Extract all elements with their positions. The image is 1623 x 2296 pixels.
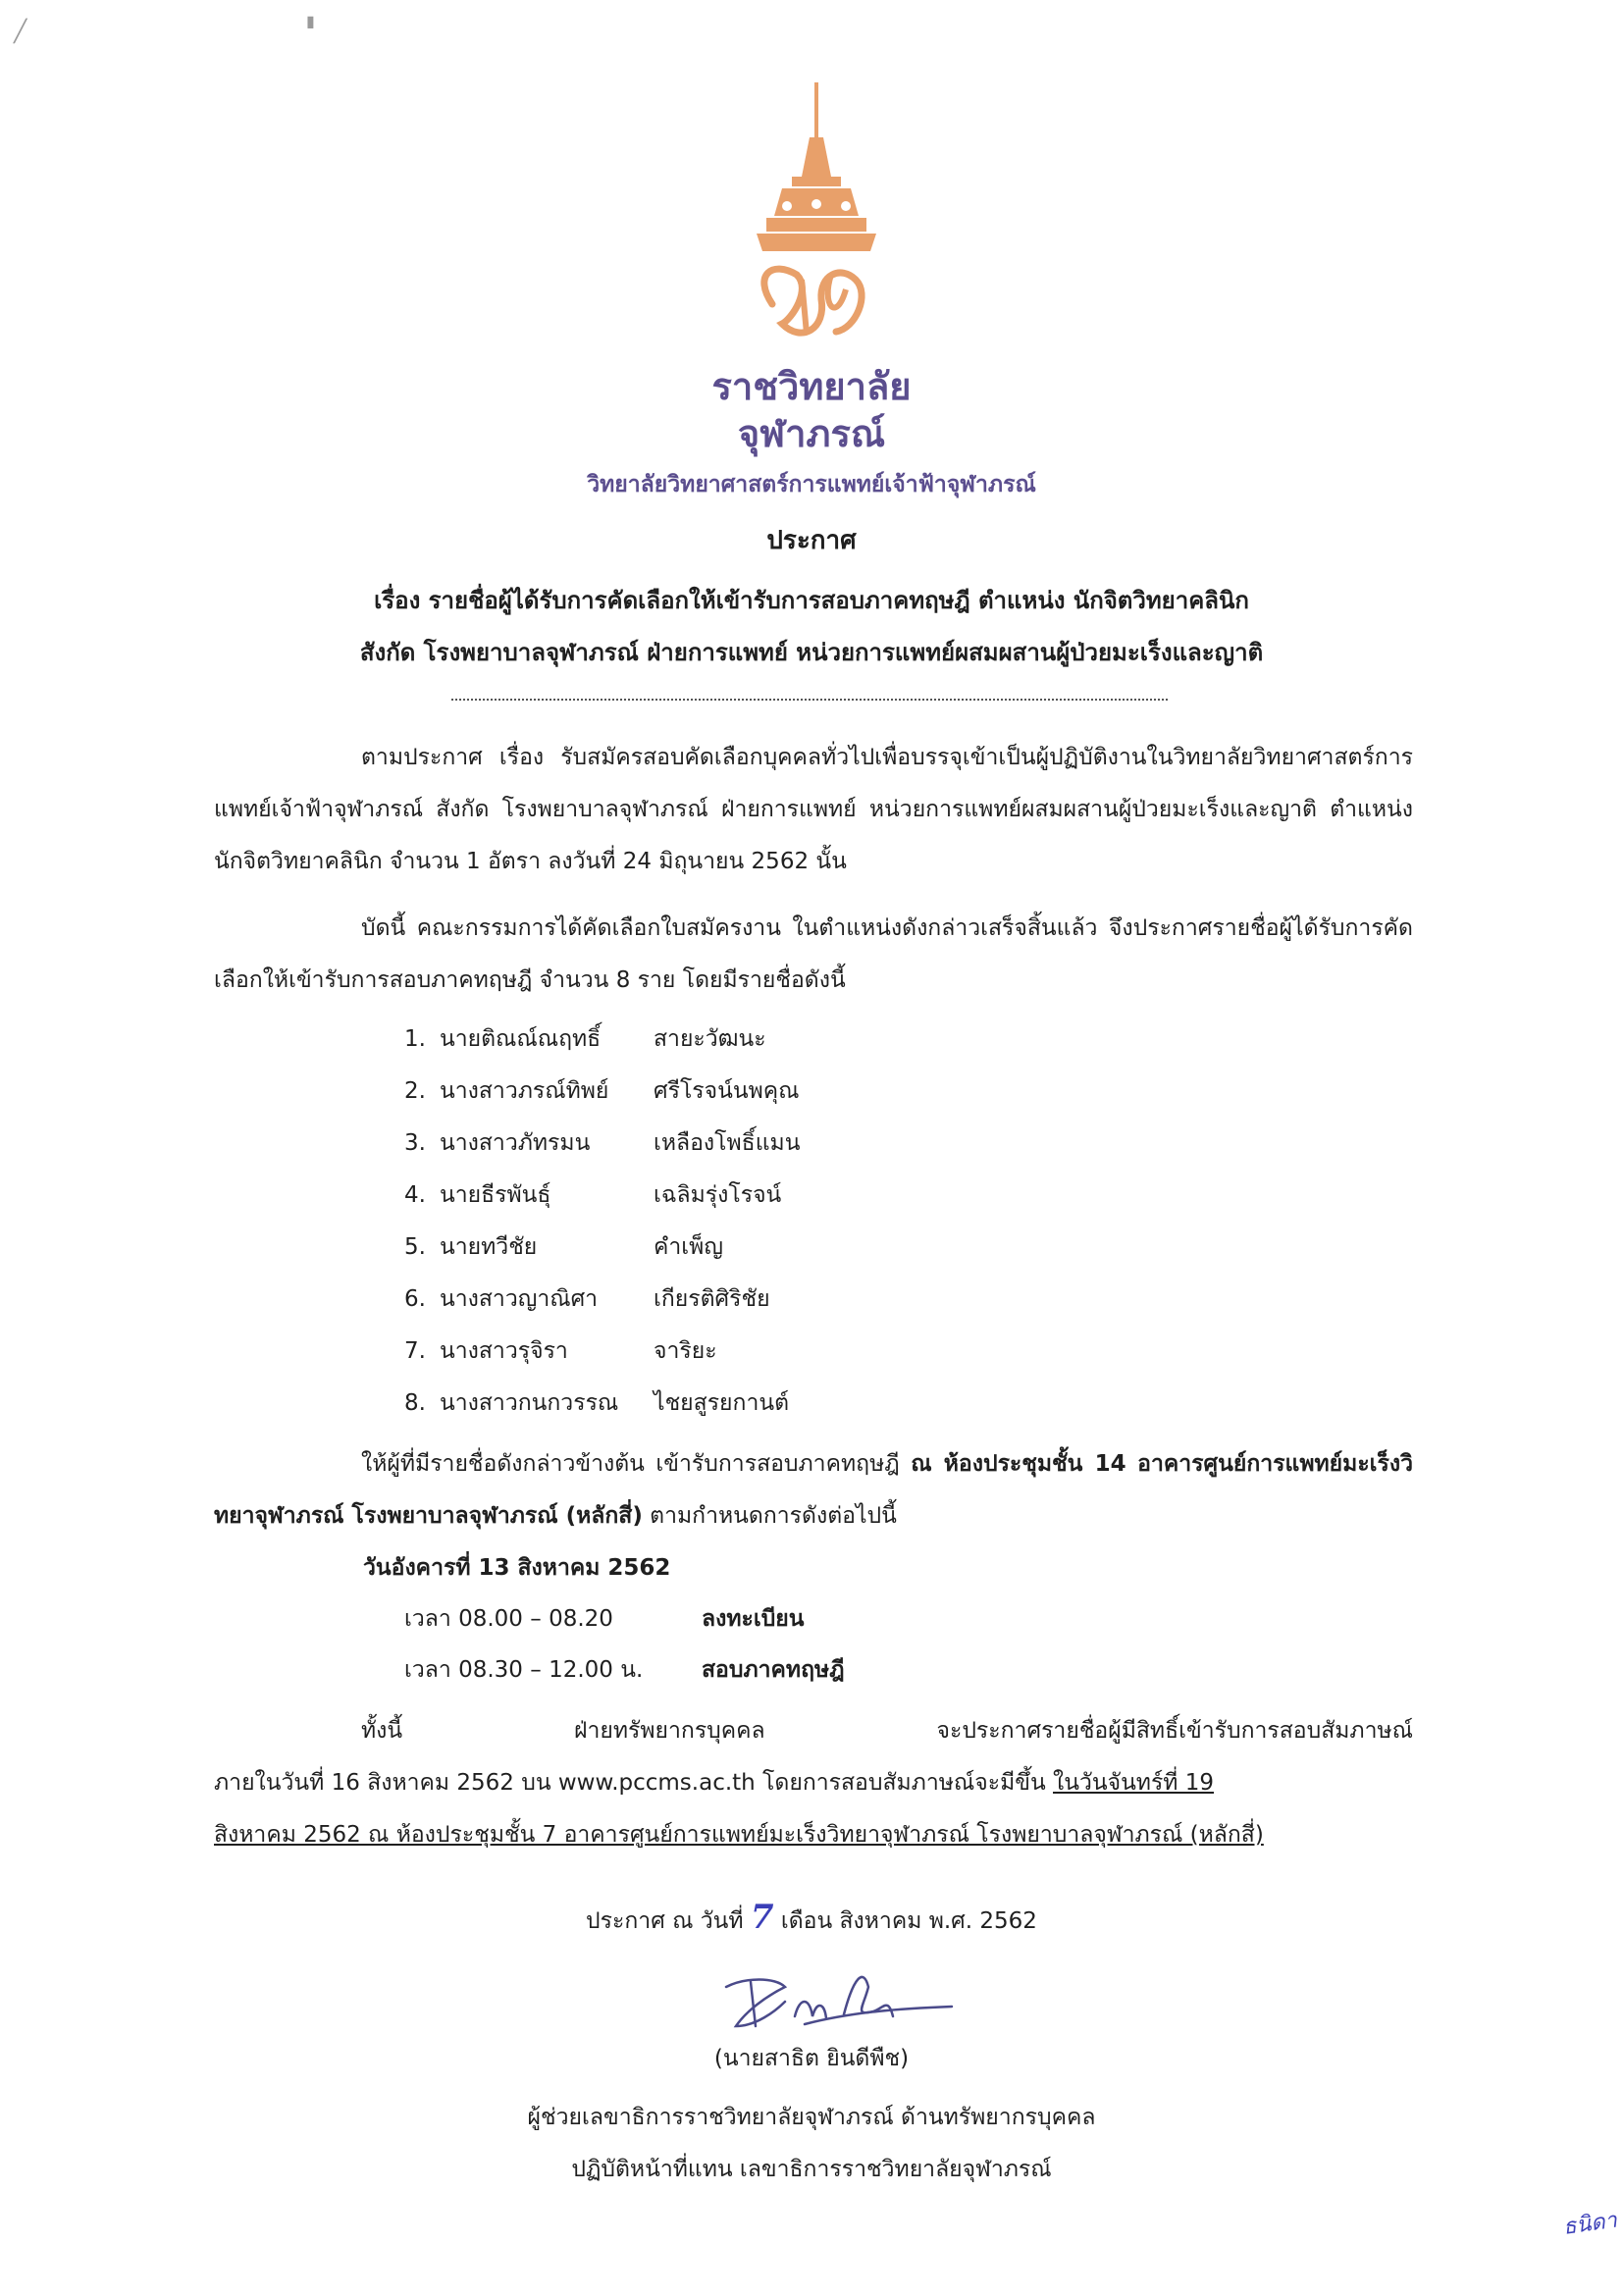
paragraph-1-text: ตามประกาศ เรื่อง รับสมัครสอบคัดเลือกบุคคลทั่วไปเพื่อบรรจุเข้าเป็นผู้ปฏิบัติงานในวิทยาลัยวิทยาศาสตร์การแพทย์เจ้าฟ้าจุฬาภรณ์ สังกัด โรงพยาบาลจุฬาภรณ์ ฝ่ายการแพทย์ หน่วยการแพทย์ผสมผสานผู้ป่วยมะเร็งและญาติ ตำแหน่ง นักจิตวิทยาคลินิก จำนวน 1 อัตรา ลงวันที่ 24 มิถุนายน 2562 นั้น bbox=[214, 745, 1413, 874]
divider bbox=[451, 699, 1168, 701]
list-item bbox=[404, 1325, 800, 1377]
item-last-name: จาริยะ bbox=[654, 1337, 717, 1364]
chulabhorn-royal-crest-icon bbox=[743, 78, 890, 363]
item-first-name: นายทวีชัย bbox=[440, 1233, 538, 1260]
paragraph-2-text: บัดนี้ คณะกรรมการได้คัดเลือกใบสมัครงาน ในตำแหน่งดังกล่าวเสร็จสิ้นแล้ว จึงประกาศรายชื่อผู้ได้รับการคัดเลือกให้เข้ารับการสอบภาคทฤษฎี จำนวน 8 ราย โดยมีรายชื่อดังนี้ bbox=[214, 915, 1413, 993]
item-last-name: คำเพ็ญ bbox=[654, 1233, 723, 1260]
item-number: 2. bbox=[404, 1077, 426, 1104]
announcement-date bbox=[0, 1898, 1623, 1939]
schedule-time: เวลา 08.30 – 12.00 น. bbox=[404, 1657, 644, 1683]
item-first-name: นางสาวญาณิศา bbox=[440, 1285, 599, 1312]
subject-line1: เรื่อง รายชื่อผู้ได้รับการคัดเลือกให้เข้ารับการสอบภาคทฤษฎี ตำแหน่ง นักจิตวิทยาคลินิก bbox=[374, 587, 1249, 614]
item-last-name: เกียรติศิริชัย bbox=[654, 1285, 770, 1312]
item-first-name: นางสาวกนกวรรณ bbox=[440, 1389, 619, 1416]
item-number: 8. bbox=[404, 1389, 426, 1416]
interview-date: ในวันจันทร์ที่ 19 bbox=[1053, 1770, 1215, 1796]
paragraph-4-line2 bbox=[214, 1765, 1413, 1800]
schedule-time: เวลา 08.00 – 08.20 bbox=[404, 1606, 613, 1632]
exam-venue-room: ณ ห้องประชุมชั้น 14 bbox=[911, 1451, 1126, 1477]
paragraph-1 bbox=[214, 732, 1413, 888]
list-item bbox=[404, 1221, 800, 1273]
paragraph-2 bbox=[214, 903, 1413, 1007]
paragraph-3-lead: ให้ผู้ที่มีรายชื่อดังกล่าวข้างต้น เข้ารับการสอบภาคทฤษฎี bbox=[361, 1451, 900, 1477]
signer-name: (นายสาธิต ยินดีพืช) bbox=[713, 2046, 910, 2071]
subject-line2: สังกัด โรงพยาบาลจุฬาภรณ์ ฝ่ายการแพทย์ หน่วยการแพทย์ผสมผสานผู้ป่วยมะเร็งและญาติ bbox=[359, 639, 1264, 666]
item-last-name: เหลืองโพธิ์แมน bbox=[654, 1129, 801, 1156]
item-first-name: นางสาวภรณ์ทิพย์ bbox=[440, 1077, 609, 1104]
paragraph-3 bbox=[214, 1438, 1413, 1542]
schedule-activity: ลงทะเบียน bbox=[702, 1606, 805, 1632]
paragraph-3-tail: ตามกำหนดการดังต่อไปนี้ bbox=[642, 1503, 897, 1529]
list-item bbox=[404, 1117, 800, 1169]
signer-title-line1: ผู้ช่วยเลขาธิการราชวิทยาลัยจุฬาภรณ์ ด้านทรัพยากรบุคคล bbox=[527, 2105, 1096, 2130]
item-number: 6. bbox=[404, 1285, 426, 1312]
date-day: 7 bbox=[750, 1898, 774, 1937]
paragraph-4-line1: ทั้งนี้ ฝ่ายทรัพยากรบุคคล จะประกาศรายชื่อผู้มีสิทธิ์เข้ารับการสอบสัมภาษณ์ bbox=[361, 1718, 1413, 1744]
margin-note: ธนิดา bbox=[1561, 2208, 1619, 2240]
announcement-heading: ประกาศ bbox=[766, 526, 857, 555]
signer-title-line2: ปฏิบัติหน้าที่แทน เลขาธิการราชวิทยาลัยจุฬาภรณ์ bbox=[571, 2157, 1052, 2182]
candidate-list bbox=[404, 1013, 800, 1429]
scan-mark: ▮ bbox=[306, 12, 315, 30]
scan-mark: ╱ bbox=[14, 20, 27, 44]
date-suffix: เดือน สิงหาคม พ.ศ. 2562 bbox=[780, 1908, 1037, 1934]
item-last-name: สายะวัฒนะ bbox=[654, 1025, 766, 1052]
item-first-name: นางสาวรุจิรา bbox=[440, 1337, 568, 1364]
exam-venue-building: อาคารศูนย์การแพทย์มะเร็งวิทยาจุฬาภรณ์ โรงพยาบาลจุฬาภรณ์ (หลักสี่) bbox=[214, 1451, 1414, 1529]
item-first-name: นางสาวภัทรมน bbox=[440, 1129, 591, 1156]
interview-announcement-text: ภายในวันที่ 16 สิงหาคม 2562 บน www.pccms.ac.th โดยการสอบสัมภาษณ์จะมีขึ้น bbox=[214, 1770, 1053, 1796]
exam-date: วันอังคารที่ 13 สิงหาคม 2562 bbox=[363, 1555, 671, 1581]
college-name: วิทยาลัยวิทยาศาสตร์การแพทย์เจ้าฟ้าจุฬาภรณ์ bbox=[587, 472, 1036, 497]
list-item bbox=[404, 1169, 800, 1221]
item-number: 1. bbox=[404, 1025, 426, 1052]
list-item bbox=[404, 1377, 800, 1429]
date-prefix: ประกาศ ณ วันที่ bbox=[586, 1908, 744, 1934]
item-first-name: นายติณณ์ณฤทธิ์ bbox=[440, 1025, 602, 1052]
item-number: 7. bbox=[404, 1337, 426, 1364]
list-item bbox=[404, 1013, 800, 1065]
list-item bbox=[404, 1273, 800, 1325]
handwritten-signature-icon bbox=[707, 1957, 962, 2041]
item-number: 5. bbox=[404, 1233, 426, 1260]
item-last-name: ศรีโรจน์นพคุณ bbox=[654, 1077, 800, 1104]
item-first-name: นายธีรพันธุ์ bbox=[440, 1181, 551, 1208]
schedule-activity: สอบภาคทฤษฎี bbox=[702, 1657, 845, 1683]
item-number: 4. bbox=[404, 1181, 426, 1208]
item-last-name: ไชยสูรยกานต์ bbox=[654, 1389, 790, 1416]
org-name-line1: ราชวิทยาลัย bbox=[711, 365, 912, 408]
org-name-line2: จุฬาภรณ์ bbox=[737, 412, 886, 455]
list-item bbox=[404, 1065, 800, 1117]
item-last-name: เฉลิมรุ่งโรจน์ bbox=[654, 1181, 782, 1208]
interview-venue: สิงหาคม 2562 ณ ห้องประชุมชั้น 7 อาคารศูนย์การแพทย์มะเร็งวิทยาจุฬาภรณ์ โรงพยาบาลจุฬาภรณ์ (หลักสี่) bbox=[214, 1822, 1264, 1848]
item-number: 3. bbox=[404, 1129, 426, 1156]
